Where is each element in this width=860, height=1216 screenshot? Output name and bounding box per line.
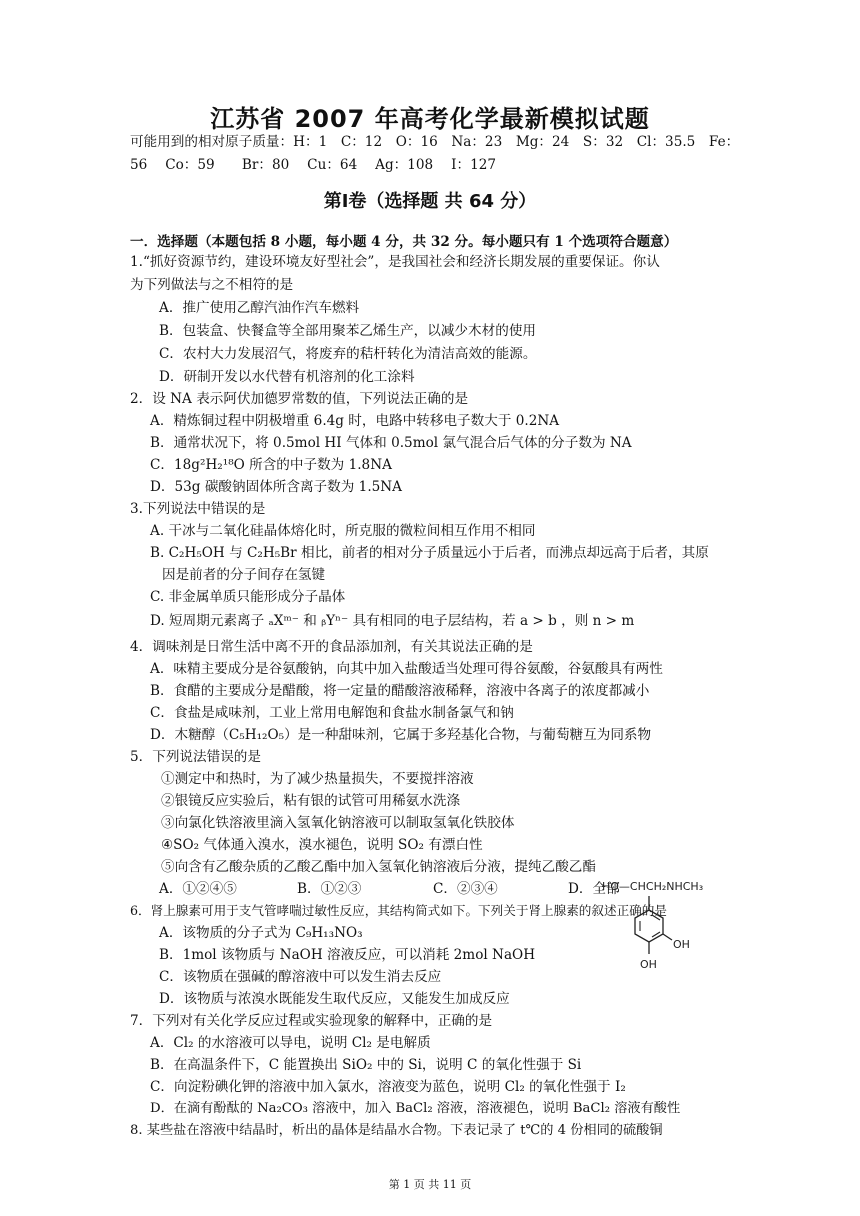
q3-option-a: A. 干冰与二氧化硅晶体熔化时，所克服的微粒间相互作用不相同: [150, 523, 536, 539]
q7-option-d: D．在滴有酚酞的 Na₂CO₃ 溶液中，加入 BaCl₂ 溶液，溶液褪色，说明 BaCl₂ 溶液有酸性: [150, 1101, 681, 1116]
q8-stem: 8. 某些盐在溶液中结晶时，析出的晶体是结晶水合物。下表记录了 t℃的 4 份相同的硫酸铜: [130, 1123, 663, 1138]
page-footer: 第 1 页 共 11 页: [388, 1178, 472, 1191]
atomic-masses-line-2: 56 Co：59 Br：80 Cu：64 Ag：108 I：127: [130, 157, 497, 173]
q6-option-d: D．该物质与浓溴水既能发生取代反应，又能发生加成反应: [159, 991, 510, 1007]
q1-option-c: C．农村大力发展沼气，将废弃的秸杆转化为清洁高效的能源。: [159, 346, 537, 362]
structure-bond: [663, 934, 672, 940]
exam-title: 江苏省 2007 年高考化学最新模拟试题: [210, 105, 650, 133]
q3-option-b-1: B. C₂H₅OH 与 C₂H₅Br 相比，前者的相对分子质量远小于后者，而沸点却远高于后者，其原: [150, 545, 709, 561]
atomic-masses-line-1: 可能用到的相对原子质量：H：1 C：12 O：16 Na：23 Mg：24 S：32 Cl：35.5 Fe：: [130, 134, 740, 150]
q5-option-b: B．①②③: [297, 881, 362, 897]
structure-oh-label: OH: [673, 938, 690, 951]
q1-option-b: B．包装盒、快餐盒等全部用聚苯乙烯生产，以减少木材的使用: [159, 323, 537, 339]
q2-option-a: A．精炼铜过程中阴极增重 6.4g 时，电路中转移电子数大于 0.2NA: [150, 413, 560, 429]
q3-option-c: C. 非金属单质只能形成分子晶体: [150, 589, 346, 605]
q2-stem: 2．设 NA 表示阿伏加德罗常数的值，下列说法正确的是: [130, 391, 469, 407]
q5-item-4: ④SO₂ 气体通入溴水，溴水褪色，说明 SO₂ 有漂白性: [161, 837, 483, 853]
q4-option-b: B．食醋的主要成分是醋酸，将一定量的醋酸溶液稀释，溶液中各离子的浓度都减小: [150, 683, 650, 699]
q4-option-d: D．木糖醇（C₅H₁₂O₅）是一种甜味剂，它属于多羟基化合物，与葡萄糖互为同系物: [150, 727, 652, 743]
q1-option-a: A．推广使用乙醇汽油作汽车燃料: [159, 300, 360, 316]
q4-stem: 4．调味剂是日常生活中离不开的食品添加剂，有关其说法正确的是: [130, 639, 533, 655]
q5-option-c: C．②③④: [433, 881, 498, 897]
q7-option-a: A．Cl₂ 的水溶液可以导电，说明 Cl₂ 是电解质: [150, 1035, 431, 1051]
q5-item-2: ②银镜反应实验后，粘有银的试管可用稀氨水洗涤: [161, 793, 461, 809]
q1-stem-1: 1.“抓好资源节约，建设环境友好型社会”，是我国社会和经济长期发展的重要保证。你认: [130, 254, 660, 270]
q5-item-3: ③向氯化铁溶液里滴入氢氧化钠溶液可以制取氢氧化铁胶体: [161, 815, 515, 831]
benzene-ring: [635, 910, 663, 942]
part1-heading: 一．选择题（本题包括 8 小题，每小题 4 分，共 32 分。每小题只有 1 个选项符合题意）: [130, 234, 678, 250]
q3-option-d: D. 短周期元素离子 ₐXᵐ⁻ 和 ᵦYⁿ⁻ 具有相同的电子层结构，若 a > b ，则 n > m: [150, 613, 635, 629]
q3-option-b-2: 因是前者的分子间存在氢键: [162, 567, 326, 583]
section-title: 第Ⅰ卷（选择题 共 64 分）: [323, 191, 537, 212]
q4-option-c: C．食盐是咸味剂，工业上常用电解饱和食盐水制备氯气和钠: [150, 705, 514, 721]
q1-stem-2: 为下列做法与之不相符的是: [130, 277, 294, 293]
q2-option-b: B．通常状况下，将 0.5mol HI 气体和 0.5mol 氯气混合后气体的分子数为 NA: [150, 435, 632, 451]
q6-option-c: C．该物质在强碱的醇溶液中可以发生消去反应: [159, 969, 442, 985]
q5-option-d: D．全部: [568, 881, 620, 897]
q7-stem: 7．下列对有关化学反应过程或实验现象的解释中，正确的是: [130, 1013, 493, 1029]
structure-oh-label: OH: [640, 958, 657, 971]
q5-item-5: ⑤向含有乙酸杂质的乙酸乙酯中加入氢氧化钠溶液后分液，提纯乙酸乙酯: [161, 859, 596, 875]
q5-item-1: ①测定中和热时，为了减少热量损失，不要搅拌溶液: [161, 771, 474, 787]
q1-option-d: D．研制开发以水代替有机溶剂的化工涂料: [159, 369, 415, 385]
q5-stem: 5．下列说法错误的是: [130, 749, 261, 765]
q7-option-b: B．在高温条件下，C 能置换出 SiO₂ 中的 Si，说明 C 的氧化性强于 Si: [150, 1057, 582, 1073]
q4-option-a: A．味精主要成分是谷氨酸钠，向其中加入盐酸适当处理可得谷氨酸，谷氨酸具有两性: [150, 661, 663, 677]
q6-option-a: A．该物质的分子式为 C₉H₁₃NO₃: [159, 925, 363, 941]
q6-stem: 6．肾上腺素可用于支气管哮喘过敏性反应，其结构简式如下。下列关于肾上腺素的叙述正确的是: [130, 903, 667, 918]
adrenaline-structure-diagram: [596, 870, 776, 980]
q6-option-b: B．1mol 该物质与 NaOH 溶液反应，可以消耗 2mol NaOH: [159, 947, 536, 963]
structure-side-chain-label: HO—CHCH₂NHCH₃: [602, 880, 704, 893]
q5-option-a: A．①②④⑤: [159, 881, 237, 897]
q2-option-d: D．53g 碳酸钠固体所含离子数为 1.5NA: [150, 479, 402, 495]
q2-option-c: C．18g²H₂¹⁸O 所含的中子数为 1.8NA: [150, 457, 392, 473]
q7-option-c: C．向淀粉碘化钾的溶液中加入氯水，溶液变为蓝色，说明 Cl₂ 的氧化性强于 I₂: [150, 1079, 626, 1095]
q3-stem: 3.下列说法中错误的是: [130, 501, 266, 517]
